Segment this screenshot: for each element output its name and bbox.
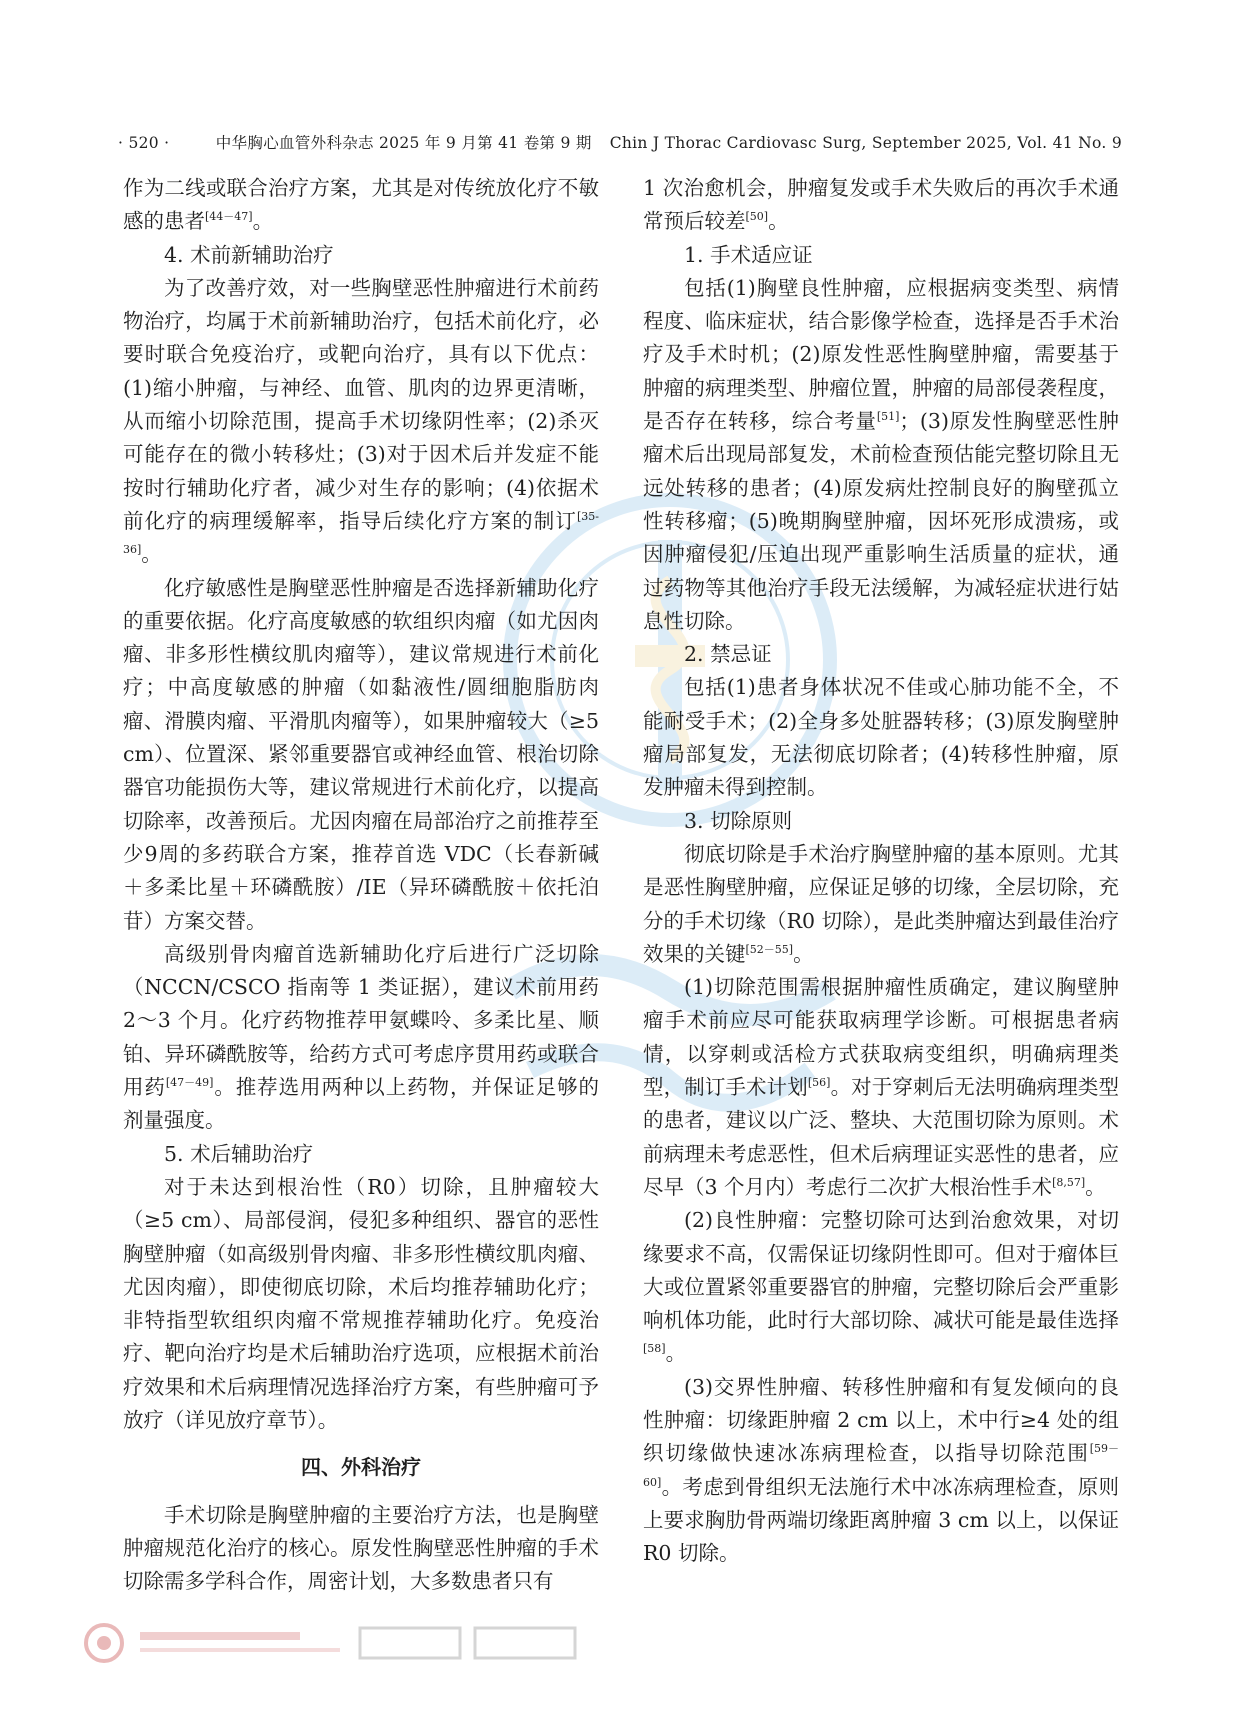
citation: [58] — [643, 1342, 666, 1356]
paragraph: 高级别骨肉瘤首选新辅助化疗后进行广泛切除（NCCN/CSCO 指南等 1 类证据），建议术前用药 2～3 个月。化疗药物推荐甲氨蝶呤、多柔比星、顺铂、异环磷酰胺等，给药方式可考虑序贯用药或联合用药[47－49]。推荐选用两种以上药物，并保证足够的剂量强度。 — [123, 941, 600, 1133]
citation: [47－49] — [165, 1076, 214, 1090]
running-header — [118, 130, 1122, 156]
citation: [52－55] — [745, 943, 794, 956]
left-column — [123, 172, 599, 1598]
right-column — [643, 172, 1119, 1570]
paragraph: 化疗敏感性是胸壁恶性肿瘤是否选择新辅助化疗的重要依据。化疗高度敏感的软组织肉瘤（如尤因肉瘤、非多形性横纹肌肉瘤等），建议常规进行术前化疗；中高度敏感的肿瘤（如黏液性/圆细胞脂肪肉瘤、滑膜肉瘤、平滑肌肉瘤等），如果肿瘤较大（≥5 cm）、位置深、紧邻重要器官或神经血管、根治切除器官功能损伤大等，建议常规进行术前化疗，以提高切除率，改善预后。尤因肉瘤在局部治疗之前推荐至少9周的多药联合方案，推荐首选 VDC（长春新碱＋多柔比星＋环磷酰胺）/IE（异环磷酰胺＋依托泊苷）方案交替。 — [123, 575, 599, 933]
journal-title-en: Chin J Thorac Cardiovasc Surg, September 2025, Vol. 41 No. 9 — [609, 134, 1122, 152]
citation: [44－47] — [205, 210, 253, 224]
subsection-heading: 1. 手术适应证 — [684, 242, 813, 267]
paragraph: 包括(1)患者身体状况不佳或心肺功能不全，不能耐受手术；(2)全身多处脏器转移；(3)原发胸壁肿瘤局部复发，无法彻底切除者；(4)转移性肿瘤，原发肿瘤未得到控制。 — [643, 675, 1119, 800]
paragraph: 为了改善疗效，对一些胸壁恶性肿瘤进行术前药物治疗，均属于术前新辅助治疗，包括术前化疗，必要时联合免疫治疗，或靶向治疗，具有以下优点：(1)缩小肿瘤，与神经、血管、肌肉的边界更清晰，从而缩小切除范围，提高手术切缘阴性率；(2)杀灭可能存在的微小转移灶；(3)对于因术后并发症不能按时行辅助化疗者，减少对生存的影响；(4)依据术前化疗的病理缓解率，指导后续化疗方案的制订[35-36]。 — [123, 275, 599, 567]
citation: [51] — [876, 410, 900, 424]
journal-title-cn: 中华胸心血管外科杂志 2025 年 9 月第 41 卷第 9 期 — [215, 134, 592, 152]
section-title: 四、外科治疗 — [301, 1455, 421, 1480]
citation: [59－60] — [643, 1442, 1119, 1489]
publisher-logo-icon — [80, 1618, 600, 1668]
citation: [8,57] — [1052, 1176, 1086, 1190]
subsection-heading: 3. 切除原则 — [684, 808, 793, 833]
citation: [35-36] — [123, 510, 599, 557]
paragraph: 包括(1)胸壁良性肿瘤，应根据病变类型、病情程度、临床症状，结合影像学检查，选择是否手术治疗及手术时机；(2)原发性恶性胸壁肿瘤，需要基于肿瘤的病理类型、肿瘤位置，肿瘤的局部侵袭程度，是否存在转移，综合考量[51]；(3)原发性胸壁恶性肿瘤术后出现局部复发，术前检查预估能完整切除且无远处转移的患者；(4)原发病灶控制良好的胸壁孤立性转移瘤；(5)晚期胸壁肿瘤，因坏死形成溃疡，或因肿瘤侵犯/压迫出现严重影响生活质量的症状，通过药物等其他治疗手段无法缓解，为减轻症状进行姑息性切除。 — [643, 275, 1120, 633]
journal-citation — [216, 130, 1122, 156]
subsection-heading: 4. 术前新辅助治疗 — [164, 242, 334, 267]
paragraph: 作为二线或联合治疗方案，尤其是对传统放化疗不敏感的患者[44－47]。 — [123, 176, 599, 234]
citation: [56] — [807, 1076, 831, 1090]
citation: [50] — [745, 210, 769, 224]
subsection-heading: 5. 术后辅助治疗 — [164, 1141, 314, 1166]
paragraph: (1)切除范围需根据肿瘤性质确定，建议胸壁肿瘤手术前应尽可能获取病理学诊断。可根据患者病情，以穿刺或活检方式获取病变组织，明确病理类型，制订手术计划[56]。对于穿刺后无法明确病理类型的患者，建议以广泛、整块、大范围切除为原则。术前病理未考虑恶性，但术后病理证实恶性的患者，应尽早（3 个月内）考虑行二次扩大根治性手术[8,57]。 — [643, 975, 1119, 1199]
subsection-heading: 2. 禁忌证 — [684, 642, 772, 667]
page-number: · 520 · — [118, 134, 170, 152]
paragraph: (2)良性肿瘤：完整切除可达到治愈效果，对切缘要求不高，仅需保证切缘阴性即可。但对于瘤体巨大或位置紧邻重要器官的肿瘤，完整切除后会严重影响机体功能，此时行大部切除、减状可能是最佳选择[58]。 — [643, 1208, 1119, 1366]
paragraph: 彻底切除是手术治疗胸壁肿瘤的基本原则。尤其是恶性胸壁肿瘤，应保证足够的切缘，全层切除，充分的手术切缘（R0 切除），是此类肿瘤达到最佳治疗效果的关键[52－55]。 — [643, 841, 1119, 966]
paragraph: 手术切除是胸壁肿瘤的主要治疗方法，也是胸壁肿瘤规范化治疗的核心。原发性胸壁恶性肿瘤的手术切除需多学科合作，周密计划，大多数患者只有 — [123, 1502, 599, 1594]
paragraph: 对于未达到根治性（R0）切除，且肿瘤较大（≥5 cm）、局部侵润，侵犯多种组织、器官的恶性胸壁肿瘤（如高级别骨肉瘤、非多形性横纹肌肉瘤、尤因肉瘤），即使彻底切除，术后均推荐辅助化疗；非特指型软组织肉瘤不常规推荐辅助化疗。免疫治疗、靶向治疗均是术后辅助治疗选项，应根据术前治疗效果和术后病理情况选择治疗方案，有些肿瘤可予放疗（详见放疗章节）。 — [123, 1174, 599, 1432]
paragraph: 1 次治愈机会，肿瘤复发或手术失败后的再次手术通常预后较差[50]。 — [643, 176, 1119, 234]
paragraph: (3)交界性肿瘤、转移性肿瘤和有复发倾向的良性肿瘤：切缘距肿瘤 2 cm 以上，术中行≥4 处的组织切缘做快速冰冻病理检查，以指导切除范围[59－60]。考虑到骨组织无法施行术中冰冻病理检查，原则上要求胸肋骨两端切缘距离肿瘤 3 cm 以上，以保证 R0 切除。 — [643, 1374, 1119, 1566]
